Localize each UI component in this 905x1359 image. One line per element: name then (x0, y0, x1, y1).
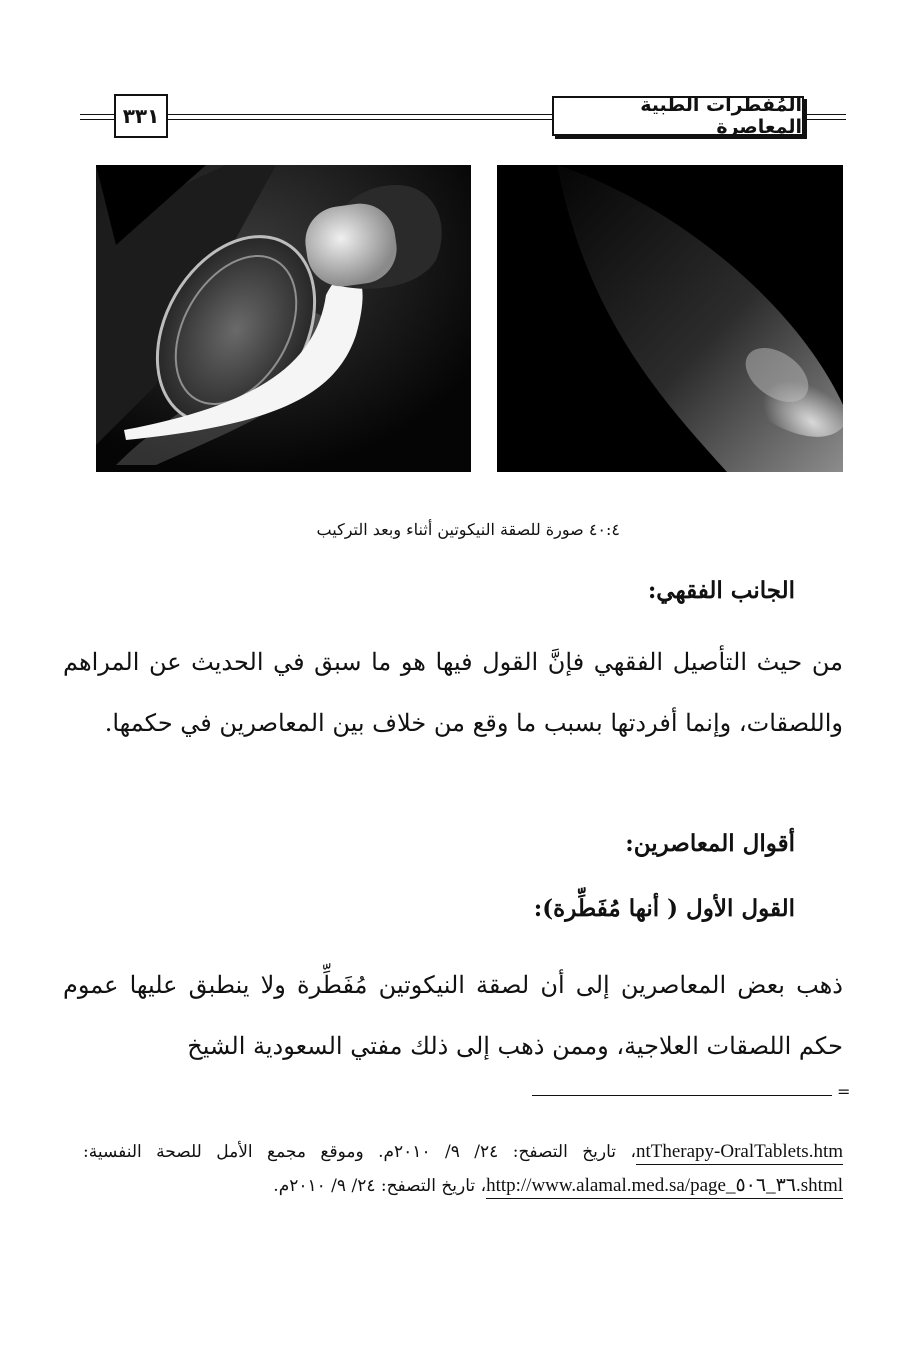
footnote-marker: = (837, 1082, 851, 1101)
figure-caption: ٤٠:٤ صورة للصقة النيكوتين أثناء وبعد التركيب (316, 520, 620, 539)
footnote-text-2: ، تاريخ التصفح: ٢٤/ ٩/ ٢٠١٠م. (273, 1176, 487, 1196)
header-rule-left-2 (80, 119, 115, 120)
photo-patch-applied (497, 165, 843, 472)
footnote-url-2[interactable]: http://www.alamal.med.sa/page_٣٦_٥٠٦.shtml (486, 1175, 843, 1199)
section-heading: الجانب الفقهي: (647, 577, 795, 604)
footnote-rule (532, 1095, 832, 1096)
header-rule-right-2 (806, 119, 846, 120)
header-rule-right (806, 114, 846, 115)
page-number-box (114, 94, 168, 138)
book-title: المُفطرات الطبية المعاصرة (640, 94, 802, 138)
header-rule-left (80, 114, 115, 115)
header-rule-middle-2 (166, 119, 554, 120)
book-title-box (552, 96, 804, 136)
footnote (83, 1135, 843, 1203)
first-opinion-heading: القول الأول ( أنها مُفَطِّرة): (533, 895, 795, 922)
section-paragraph: من حيث التأصيل الفقهي فإنَّ القول فيها هو ما سبق في الحديث عن المراهم واللصقات، وإنما أفردتها بسبب ما وقع من خلاف بين المعاصرين في حكمها. (63, 648, 843, 737)
photo-patch-applied-image (497, 165, 843, 472)
photo-patch-applying (96, 165, 471, 472)
page-number: ٣٣١ (122, 104, 160, 128)
first-opinion-paragraph: ذهب بعض المعاصرين إلى أن لصقة النيكوتين مُفَطِّرة ولا ينطبق عليها عموم حكم اللصقات العلاجية، وممن ذهب إلى ذلك مفتي السعودية الشيخ (63, 971, 843, 1060)
photo-patch-applying-image (96, 165, 471, 472)
header-rule-middle (166, 114, 554, 115)
footnote-url-1[interactable]: ntTherapy-OralTablets.htm (636, 1141, 843, 1165)
opinions-heading: أقوال المعاصرين: (625, 830, 795, 857)
footnote-text-1: ، تاريخ التصفح: ٢٤/ ٩/ ٢٠١٠م. وموقع مجمع الأمل للصحة النفسية: (83, 1142, 636, 1162)
